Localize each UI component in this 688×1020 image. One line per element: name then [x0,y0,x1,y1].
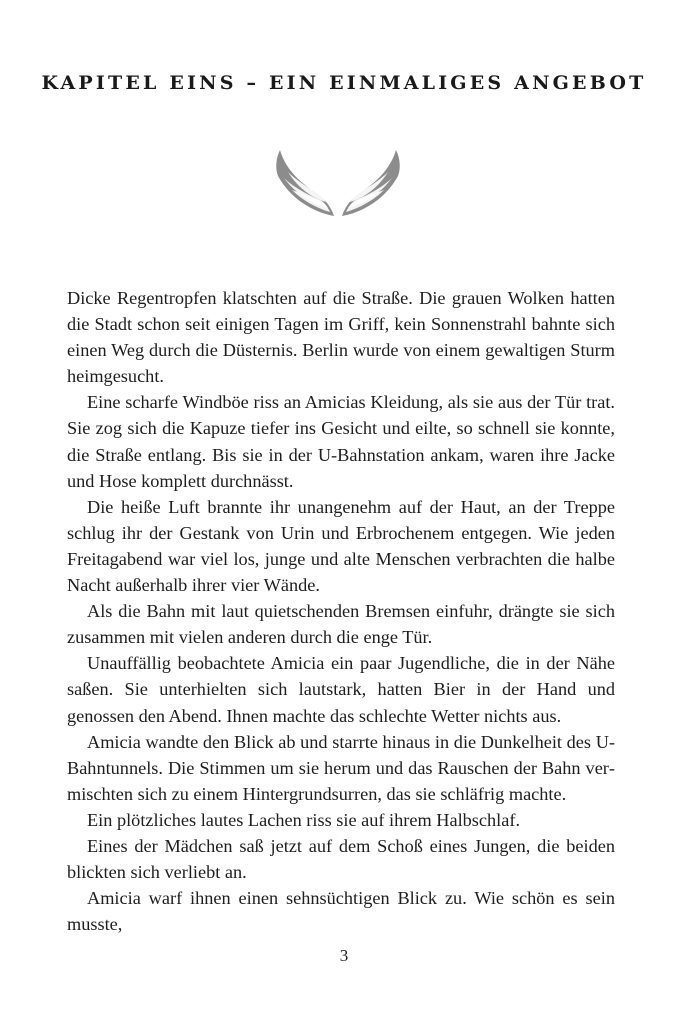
paragraph: Als die Bahn mit laut quietschenden Bremsen einfuhr, drängte sie sich zusammen mit vielen anderen durch die enge Tür. [67,601,615,648]
paragraph: Eine scharfe Windböe riss an Amicias Kleidung, als sie aus der Tür trat. Sie zog sich die Kapuze tiefer ins Gesicht und eilte, so schnell sie konnte, die Straße entlang. Bis sie in der U-Bahnstation ankam, waren ihre Jacke und Hose komplett durchnässt. [67,392,615,491]
chapter-title: KAPITEL EINS – EIN EINMALIGES ANGEBOT [41,72,647,94]
chapter-text [67,285,615,937]
page-number: 3 [339,946,349,965]
paragraph: Dicke Regentropfen klatschten auf die Straße. Die grauen Wolken hatten die Stadt schon seit einigen Tagen im Griff, kein Sonnenstrahl bahnte sich einen Weg durch die Düsternis. Berlin wurde von einem gewaltigen Sturm heimgesucht. [67,288,615,387]
paragraph: Amicia wandte den Blick ab und starrte hinaus in die Dunkelheit des U-Bahntunnels. Die Stimmen um sie herum und das Rauschen der Bahn vermischten sich zu einem Hintergrundsurren, das sie schläfrig machte. [67,731,615,804]
paragraph: Eines der Mädchen saß jetzt auf dem Schoß eines Jungen, die beiden blickten sich verliebt an. [67,835,615,883]
angel-wings-icon [272,146,404,218]
paragraph: Die heiße Luft brannte ihr unangenehm auf der Haut, an der Treppe schlug ihr der Gestank von Urin und Erbrochenem entgegen. Wie jeden Freitagabend war viel los, junge und alte Menschen verbrachten die halbe Nacht außerhalb ihrer vier Wände. [67,496,615,596]
paragraph: Amicia warf ihnen einen sehnsüchtigen Blick zu. Wie schön es sein musste, [67,888,615,935]
paragraph: Ein plötzliches lautes Lachen riss sie auf ihrem Halbschlaf. [87,809,521,830]
paragraph: Unauffällig beobachtete Amicia ein paar Jugendliche, die in der Nähe saßen. Sie unterhielten sich lautstark, hatten Bier in der Hand und genossen den Abend. Ihnen machte das schlechte Wetter nichts aus. [67,653,615,726]
